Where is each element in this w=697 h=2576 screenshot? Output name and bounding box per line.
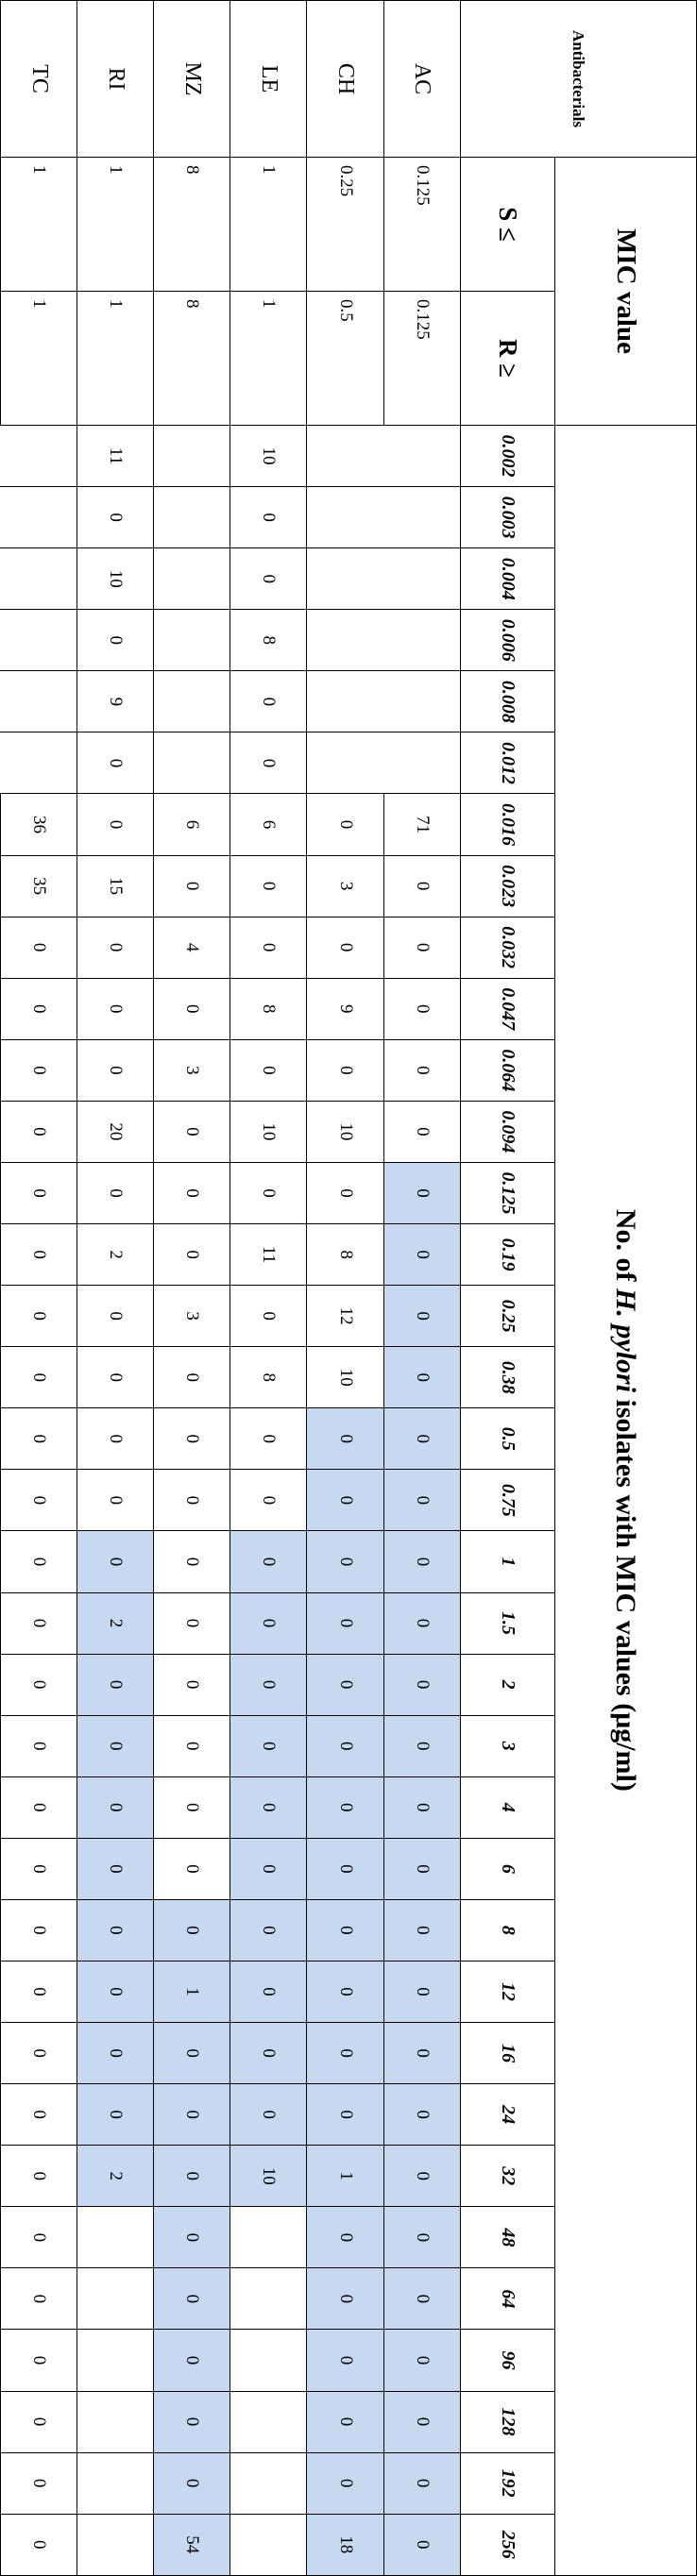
concentration-header: 0.75 bbox=[460, 1470, 554, 1531]
title-prefix: No. of bbox=[610, 1208, 642, 1289]
cell-count bbox=[1, 487, 77, 548]
s-value: 8 bbox=[154, 158, 230, 292]
r-value: 8 bbox=[154, 292, 230, 426]
cell-count: 0 bbox=[307, 917, 383, 978]
cell-count bbox=[230, 2207, 307, 2268]
cell-count: 0 bbox=[1, 1654, 77, 1715]
concentration-header: 0.064 bbox=[460, 1039, 554, 1101]
cell-count: 0 bbox=[77, 1961, 154, 2022]
cell-count: 0 bbox=[1, 1101, 77, 1162]
cell-count: 8 bbox=[307, 1224, 383, 1286]
cell-count: 0 bbox=[230, 671, 307, 732]
cell-count: 0 bbox=[307, 2207, 383, 2268]
cell-count: 0 bbox=[1, 1531, 77, 1592]
cell-count: 0 bbox=[1, 1776, 77, 1838]
cell-count: 0 bbox=[307, 1776, 383, 1838]
cell-count: 10 bbox=[307, 1101, 383, 1162]
cell-count: 20 bbox=[77, 1101, 154, 1162]
cell-count bbox=[307, 487, 383, 548]
cell-count: 0 bbox=[154, 978, 230, 1039]
cell-count bbox=[77, 2330, 154, 2391]
cell-count: 0 bbox=[383, 1654, 460, 1715]
cell-count: 0 bbox=[77, 1899, 154, 1961]
cell-count: 0 bbox=[307, 1039, 383, 1101]
cell-count: 0 bbox=[1, 2268, 77, 2330]
cell-count: 0 bbox=[1, 978, 77, 1039]
s-header: S ≤ bbox=[460, 158, 554, 292]
concentration-header: 24 bbox=[460, 2084, 554, 2146]
cell-count: 0 bbox=[307, 1531, 383, 1592]
cell-count: 0 bbox=[307, 1899, 383, 1961]
cell-count: 0 bbox=[77, 2023, 154, 2084]
table-row bbox=[230, 1, 307, 2576]
cell-count: 0 bbox=[230, 2023, 307, 2084]
cell-count: 0 bbox=[383, 2207, 460, 2268]
cell-count: 0 bbox=[77, 1776, 154, 1838]
cell-count bbox=[77, 2207, 154, 2268]
cell-count: 15 bbox=[77, 855, 154, 917]
cell-count: 0 bbox=[77, 1039, 154, 1101]
cell-count: 0 bbox=[77, 1715, 154, 1776]
cell-count: 0 bbox=[77, 917, 154, 978]
cell-count: 0 bbox=[1, 1899, 77, 1961]
cell-count: 0 bbox=[77, 794, 154, 855]
cell-count: 0 bbox=[154, 1531, 230, 1592]
cell-count bbox=[307, 610, 383, 671]
concentration-header: 0.19 bbox=[460, 1224, 554, 1286]
cell-count: 10 bbox=[307, 1347, 383, 1408]
cell-count: 0 bbox=[1, 1162, 77, 1223]
cell-count: 0 bbox=[154, 1101, 230, 1162]
concentration-header: 0.003 bbox=[460, 487, 554, 548]
r-header: R ≥ bbox=[460, 292, 554, 426]
cell-count: 0 bbox=[1, 1838, 77, 1899]
cell-count: 0 bbox=[154, 1162, 230, 1223]
cell-count bbox=[1, 426, 77, 487]
cell-count: 0 bbox=[77, 1470, 154, 1531]
concentration-header: 128 bbox=[460, 2391, 554, 2452]
cell-count: 0 bbox=[154, 1408, 230, 1470]
cell-count: 0 bbox=[230, 1715, 307, 1776]
concentration-header: 0.006 bbox=[460, 610, 554, 671]
cell-count: 0 bbox=[154, 1224, 230, 1286]
cell-count: 0 bbox=[383, 1715, 460, 1776]
cell-count: 1 bbox=[307, 2146, 383, 2207]
cell-count: 0 bbox=[230, 1408, 307, 1470]
cell-count: 10 bbox=[230, 2146, 307, 2207]
concentration-header: 192 bbox=[460, 2452, 554, 2514]
concentration-header: 0.032 bbox=[460, 917, 554, 978]
table-row bbox=[154, 1, 230, 2576]
concentration-header: 0.047 bbox=[460, 978, 554, 1039]
cell-count: 0 bbox=[230, 1654, 307, 1715]
cell-count bbox=[154, 487, 230, 548]
antibacterial-name: CH bbox=[307, 1, 383, 158]
cell-count: 0 bbox=[307, 1838, 383, 1899]
cell-count: 0 bbox=[77, 732, 154, 794]
cell-count: 18 bbox=[307, 2514, 383, 2575]
cell-count: 0 bbox=[77, 2084, 154, 2146]
cell-count bbox=[154, 610, 230, 671]
cell-count: 10 bbox=[230, 1101, 307, 1162]
cell-count: 0 bbox=[1, 2452, 77, 2514]
table-row bbox=[383, 1, 460, 2576]
cell-count: 0 bbox=[1, 2207, 77, 2268]
r-value: 1 bbox=[1, 292, 77, 426]
cell-count: 0 bbox=[383, 917, 460, 978]
concentration-header: 1 bbox=[460, 1531, 554, 1592]
cell-count: 9 bbox=[307, 978, 383, 1039]
antibacterials-header: Antibacterials bbox=[460, 1, 696, 158]
title-suffix: isolates with MIC values (μg/ml) bbox=[610, 1392, 642, 1792]
cell-count: 0 bbox=[230, 487, 307, 548]
cell-count: 0 bbox=[383, 2330, 460, 2391]
cell-count: 0 bbox=[307, 2330, 383, 2391]
cell-count bbox=[307, 426, 383, 487]
cell-count: 0 bbox=[77, 610, 154, 671]
cell-count: 0 bbox=[383, 2452, 460, 2514]
cell-count bbox=[77, 2268, 154, 2330]
cell-count: 0 bbox=[154, 1470, 230, 1531]
cell-count bbox=[154, 732, 230, 794]
cell-count: 0 bbox=[307, 2391, 383, 2452]
cell-count bbox=[1, 610, 77, 671]
cell-count: 0 bbox=[307, 1654, 383, 1715]
cell-count: 0 bbox=[383, 1838, 460, 1899]
cell-count bbox=[77, 2391, 154, 2452]
cell-count: 36 bbox=[1, 794, 77, 855]
s-value: 1 bbox=[77, 158, 154, 292]
cell-count: 0 bbox=[383, 2023, 460, 2084]
cell-count: 0 bbox=[230, 732, 307, 794]
cell-count: 1 bbox=[154, 1961, 230, 2022]
cell-count: 0 bbox=[307, 1592, 383, 1654]
cell-count: 0 bbox=[1, 2084, 77, 2146]
cell-count bbox=[383, 548, 460, 610]
concentration-header: 0.125 bbox=[460, 1162, 554, 1223]
concentration-header: 0.023 bbox=[460, 855, 554, 917]
cell-count: 6 bbox=[154, 794, 230, 855]
cell-count: 2 bbox=[77, 1224, 154, 1286]
cell-count: 0 bbox=[1, 2514, 77, 2575]
cell-count: 11 bbox=[230, 1224, 307, 1286]
cell-count: 0 bbox=[154, 1715, 230, 1776]
cell-count: 0 bbox=[383, 978, 460, 1039]
cell-count: 0 bbox=[230, 548, 307, 610]
cell-count: 0 bbox=[307, 1715, 383, 1776]
cell-count: 12 bbox=[307, 1286, 383, 1347]
s-value: 1 bbox=[1, 158, 77, 292]
cell-count: 0 bbox=[383, 1776, 460, 1838]
antibacterial-name: RI bbox=[77, 1, 154, 158]
cell-count: 0 bbox=[230, 2084, 307, 2146]
cell-count: 2 bbox=[77, 2146, 154, 2207]
cell-count: 10 bbox=[77, 548, 154, 610]
cell-count: 0 bbox=[154, 2023, 230, 2084]
cell-count: 0 bbox=[154, 2207, 230, 2268]
cell-count: 0 bbox=[383, 1899, 460, 1961]
cell-count: 0 bbox=[154, 1899, 230, 1961]
concentration-header: 48 bbox=[460, 2207, 554, 2268]
cell-count: 35 bbox=[1, 855, 77, 917]
concentration-header: 6 bbox=[460, 1838, 554, 1899]
cell-count: 0 bbox=[1, 1408, 77, 1470]
cell-count: 0 bbox=[230, 1899, 307, 1961]
cell-count: 0 bbox=[1, 2330, 77, 2391]
cell-count: 0 bbox=[383, 1408, 460, 1470]
concentration-header: 2 bbox=[460, 1654, 554, 1715]
cell-count bbox=[77, 2514, 154, 2575]
cell-count bbox=[154, 548, 230, 610]
antibacterial-name: TC bbox=[1, 1, 77, 158]
cell-count: 0 bbox=[230, 1286, 307, 1347]
cell-count: 0 bbox=[383, 2391, 460, 2452]
cell-count: 11 bbox=[77, 426, 154, 487]
concentration-header: 0.094 bbox=[460, 1101, 554, 1162]
cell-count bbox=[1, 671, 77, 732]
cell-count: 0 bbox=[307, 2452, 383, 2514]
cell-count: 0 bbox=[383, 2084, 460, 2146]
antibacterial-name: AC bbox=[383, 1, 460, 158]
cell-count: 0 bbox=[1, 1961, 77, 2022]
cell-count: 0 bbox=[383, 1961, 460, 2022]
cell-count bbox=[1, 732, 77, 794]
cell-count: 4 bbox=[154, 917, 230, 978]
cell-count: 0 bbox=[230, 1838, 307, 1899]
cell-count bbox=[154, 671, 230, 732]
cell-count bbox=[307, 671, 383, 732]
concentration-header: 0.016 bbox=[460, 794, 554, 855]
cell-count: 8 bbox=[230, 610, 307, 671]
cell-count bbox=[383, 610, 460, 671]
concentration-header: 256 bbox=[460, 2514, 554, 2575]
cell-count: 0 bbox=[383, 2268, 460, 2330]
cell-count: 0 bbox=[230, 855, 307, 917]
cell-count: 0 bbox=[1, 2391, 77, 2452]
concentration-header: 0.38 bbox=[460, 1347, 554, 1408]
cell-count bbox=[230, 2514, 307, 2575]
cell-count bbox=[230, 2268, 307, 2330]
cell-count: 0 bbox=[154, 1592, 230, 1654]
cell-count: 0 bbox=[383, 1347, 460, 1408]
concentration-header: 96 bbox=[460, 2330, 554, 2391]
cell-count: 0 bbox=[383, 1592, 460, 1654]
cell-count: 0 bbox=[77, 1838, 154, 1899]
cell-count: 0 bbox=[1, 1715, 77, 1776]
cell-count: 0 bbox=[383, 1286, 460, 1347]
cell-count: 3 bbox=[307, 855, 383, 917]
cell-count bbox=[307, 548, 383, 610]
s-value: 0.125 bbox=[383, 158, 460, 292]
cell-count: 2 bbox=[77, 1592, 154, 1654]
cell-count: 0 bbox=[307, 2268, 383, 2330]
cell-count: 0 bbox=[307, 794, 383, 855]
cell-count: 8 bbox=[230, 1347, 307, 1408]
cell-count bbox=[383, 732, 460, 794]
cell-count: 0 bbox=[77, 1347, 154, 1408]
cell-count: 0 bbox=[230, 1776, 307, 1838]
cell-count: 0 bbox=[383, 1039, 460, 1101]
r-value: 1 bbox=[230, 292, 307, 426]
cell-count: 0 bbox=[154, 2452, 230, 2514]
table-title bbox=[554, 426, 696, 2576]
cell-count: 0 bbox=[154, 1776, 230, 1838]
concentration-header: 0.012 bbox=[460, 732, 554, 794]
r-value: 1 bbox=[77, 292, 154, 426]
cell-count: 9 bbox=[77, 671, 154, 732]
cell-count: 0 bbox=[383, 1162, 460, 1223]
s-value: 1 bbox=[230, 158, 307, 292]
cell-count: 0 bbox=[230, 1039, 307, 1101]
cell-count: 0 bbox=[154, 2330, 230, 2391]
cell-count: 0 bbox=[230, 917, 307, 978]
cell-count: 0 bbox=[1, 1039, 77, 1101]
cell-count bbox=[383, 671, 460, 732]
concentration-header: 0.5 bbox=[460, 1408, 554, 1470]
concentration-header: 64 bbox=[460, 2268, 554, 2330]
cell-count: 0 bbox=[77, 1408, 154, 1470]
cell-count: 0 bbox=[307, 1961, 383, 2022]
cell-count: 0 bbox=[77, 1286, 154, 1347]
cell-count: 0 bbox=[154, 2084, 230, 2146]
cell-count: 0 bbox=[1, 2023, 77, 2084]
cell-count bbox=[154, 426, 230, 487]
cell-count: 0 bbox=[307, 1470, 383, 1531]
cell-count: 0 bbox=[383, 2146, 460, 2207]
cell-count: 0 bbox=[1, 2146, 77, 2207]
cell-count bbox=[77, 2452, 154, 2514]
cell-count bbox=[230, 2391, 307, 2452]
concentration-header: 8 bbox=[460, 1899, 554, 1961]
cell-count bbox=[1, 548, 77, 610]
cell-count: 0 bbox=[383, 855, 460, 917]
cell-count: 0 bbox=[1, 917, 77, 978]
cell-count: 0 bbox=[77, 978, 154, 1039]
table-row bbox=[77, 1, 154, 2576]
cell-count: 0 bbox=[307, 1408, 383, 1470]
concentration-header: 16 bbox=[460, 2023, 554, 2084]
concentration-header: 0.002 bbox=[460, 426, 554, 487]
cell-count: 0 bbox=[383, 1531, 460, 1592]
cell-count: 0 bbox=[154, 1838, 230, 1899]
cell-count: 8 bbox=[230, 978, 307, 1039]
antibacterial-name: MZ bbox=[154, 1, 230, 158]
cell-count: 0 bbox=[77, 1654, 154, 1715]
cell-count: 0 bbox=[307, 1162, 383, 1223]
cell-count: 0 bbox=[154, 1654, 230, 1715]
cell-count: 0 bbox=[1, 1347, 77, 1408]
cell-count: 0 bbox=[230, 1162, 307, 1223]
cell-count: 0 bbox=[383, 1101, 460, 1162]
cell-count: 3 bbox=[154, 1286, 230, 1347]
cell-count: 0 bbox=[1, 1224, 77, 1286]
cell-count: 71 bbox=[383, 794, 460, 855]
cell-count: 54 bbox=[154, 2514, 230, 2575]
cell-count: 6 bbox=[230, 794, 307, 855]
r-value: 0.125 bbox=[383, 292, 460, 426]
cell-count: 0 bbox=[307, 2023, 383, 2084]
cell-count bbox=[383, 426, 460, 487]
cell-count: 0 bbox=[154, 2391, 230, 2452]
concentration-header: 32 bbox=[460, 2146, 554, 2207]
cell-count: 0 bbox=[77, 1531, 154, 1592]
cell-count: 0 bbox=[154, 2146, 230, 2207]
mic-value-header: MIC value bbox=[554, 158, 696, 426]
cell-count: 0 bbox=[230, 1961, 307, 2022]
cell-count bbox=[230, 2330, 307, 2391]
cell-count: 0 bbox=[154, 2268, 230, 2330]
cell-count bbox=[230, 2452, 307, 2514]
title-organism: H. pylori bbox=[610, 1288, 642, 1393]
r-value: 0.5 bbox=[307, 292, 383, 426]
concentration-header: 12 bbox=[460, 1961, 554, 2022]
cell-count: 0 bbox=[77, 487, 154, 548]
cell-count bbox=[383, 487, 460, 548]
cell-count: 0 bbox=[1, 1592, 77, 1654]
cell-count: 0 bbox=[383, 1470, 460, 1531]
concentration-header: 4 bbox=[460, 1776, 554, 1838]
s-value: 0.25 bbox=[307, 158, 383, 292]
concentration-header: 3 bbox=[460, 1715, 554, 1776]
concentration-header: 0.004 bbox=[460, 548, 554, 610]
cell-count: 0 bbox=[383, 1224, 460, 1286]
concentration-header: 1.5 bbox=[460, 1592, 554, 1654]
concentration-header: 0.25 bbox=[460, 1286, 554, 1347]
cell-count: 0 bbox=[154, 1347, 230, 1408]
table-row bbox=[1, 1, 77, 2576]
cell-count: 0 bbox=[230, 1470, 307, 1531]
table-row bbox=[307, 1, 383, 2576]
cell-count: 10 bbox=[230, 426, 307, 487]
cell-count: 0 bbox=[1, 1286, 77, 1347]
cell-count: 0 bbox=[1, 1470, 77, 1531]
cell-count: 0 bbox=[154, 855, 230, 917]
antibacterial-name: LE bbox=[230, 1, 307, 158]
concentration-header: 0.008 bbox=[460, 671, 554, 732]
cell-count: 0 bbox=[230, 1592, 307, 1654]
cell-count: 0 bbox=[307, 2084, 383, 2146]
cell-count: 0 bbox=[77, 1162, 154, 1223]
cell-count: 0 bbox=[230, 1531, 307, 1592]
cell-count: 0 bbox=[383, 2514, 460, 2575]
cell-count bbox=[307, 732, 383, 794]
cell-count: 3 bbox=[154, 1039, 230, 1101]
